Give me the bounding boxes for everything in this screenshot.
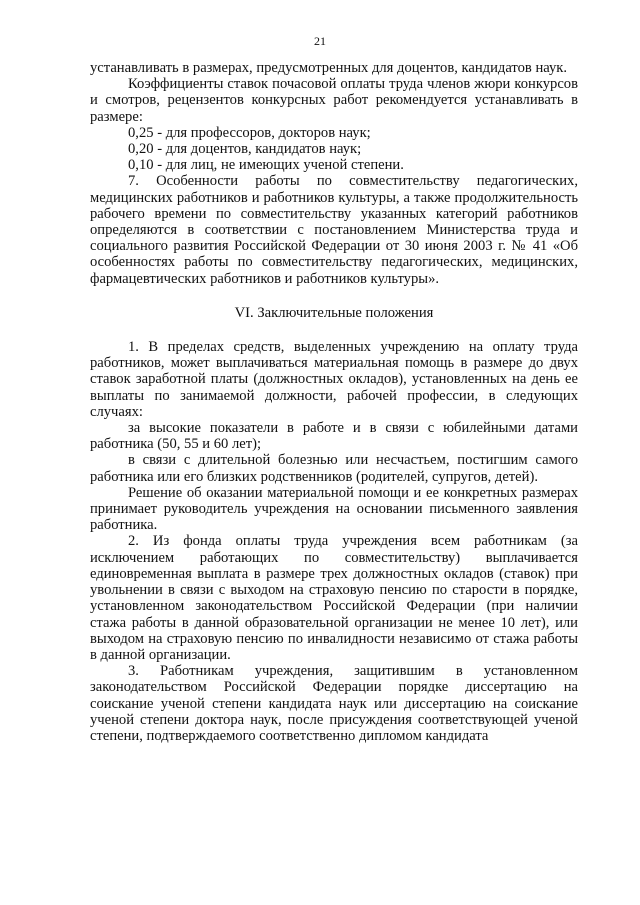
section-paragraph-illness: в связи с длительной болезнью или несчастьем, постигшим самого работника или его близких родственников (родителей, супругов, детей).	[90, 452, 578, 485]
document-body	[90, 60, 578, 744]
rate-item-docents: 0,20 - для доцентов, кандидатов наук;	[128, 141, 362, 158]
section-paragraph-decision: Решение об оказании материальной помощи и ее конкретных размерах принимает руководитель учреждения на основании письменного заявления работника.	[90, 484, 578, 534]
paragraph-continuation: устанавливать в размерах, предусмотренных для доцентов, кандидатов наук.	[90, 60, 568, 76]
section-title: VI. Заключительные положения	[234, 304, 434, 321]
section-paragraph-2: 2. Из фонда оплаты труда учреждения всем работникам (за исключением работающих по совместительству) выплачивается единовременная выплата в размере трех должностных окладов (ставок) при увольнении в связи с выходом на страховую пенсию по старости в порядке, установленном законодательством Российской Федерации (при наличии стажа работы в данной образовательной организации не менее 10 лет), или выходом на страховую пенсию по инвалидности независимо от стажа работы в данной организации.	[90, 533, 578, 663]
page-number: 21	[314, 34, 326, 48]
paragraph-7: 7. Особенности работы по совместительству педагогических, медицинских работников и работников культуры, а также продолжительность рабочего времени по совместительству указанных категорий работников определяются в соответствии с постановлением Министерства труда и социального развития Российской Федерации от 30 июня 2003 г. № 41 «Об особенностях работы по совместительству педагогических, медицинских, фармацевтических работников и работников культуры».	[90, 173, 578, 287]
section-paragraph-jubilee: за высокие показатели в работе и в связи с юбилейными датами работника (50, 55 и 60 лет);	[90, 420, 578, 453]
section-paragraph-3: 3. Работникам учреждения, защитившим в установленном законодательством Российской Федерации порядке диссертацию на соискание ученой степени кандидата наук или диссертацию на соискание ученой степени доктора наук, после присуждения соответствующей ученой степени, подтверждаемого соответственно дипломом кандидата	[90, 663, 578, 744]
paragraph-coefficients: Коэффициенты ставок почасовой оплаты труда членов жюри конкурсов и смотров, рецензентов конкурсных работ рекомендуется устанавливать в размере:	[90, 76, 578, 125]
rate-item-no-degree: 0,10 - для лиц, не имеющих ученой степени.	[128, 157, 404, 174]
section-paragraph-1: 1. В пределах средств, выделенных учреждению на оплату труда работников, может выплачиваться материальная помощь в размере до двух ставок заработной платы (должностных окладов), установленных на день ее выплаты по занимаемой должности, рабочей профессии, в следующих случаях:	[90, 339, 578, 420]
rate-item-professors: 0,25 - для профессоров, докторов наук;	[128, 124, 371, 141]
